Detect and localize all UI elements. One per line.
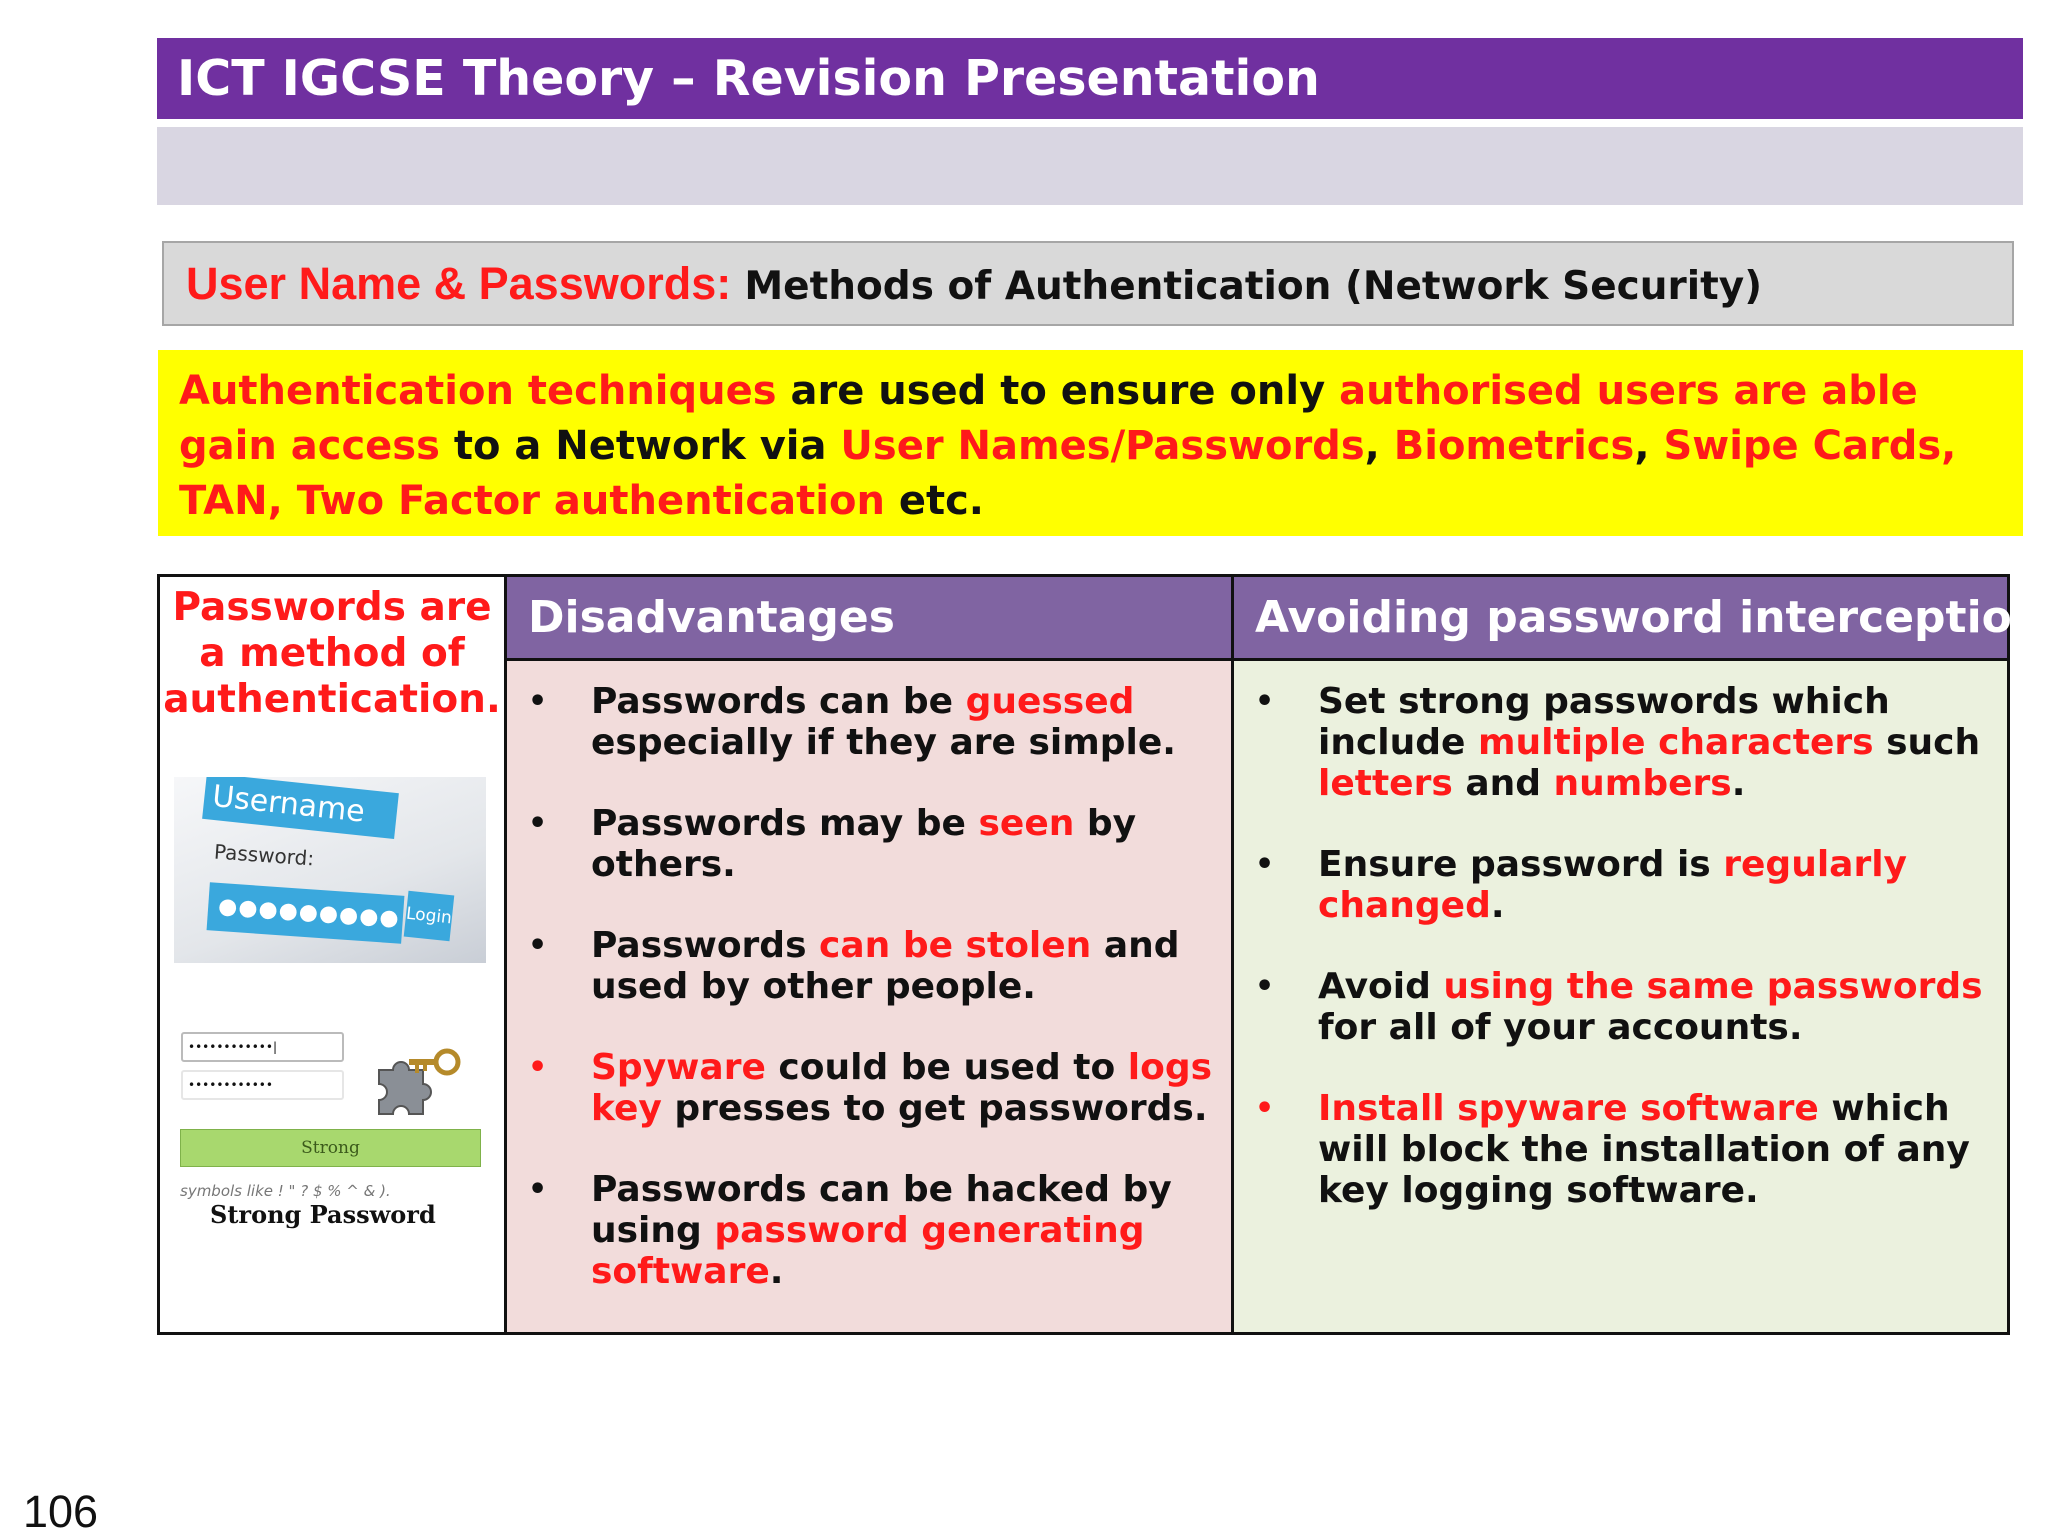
login-button-image: Login bbox=[404, 891, 455, 942]
list-item bbox=[507, 803, 1221, 885]
text-segment: . bbox=[769, 1251, 784, 1292]
password-table bbox=[157, 574, 2044, 1335]
highlighted-text: Biometrics bbox=[1393, 423, 1635, 469]
topic-box bbox=[162, 241, 2014, 326]
disadvantages-header: Disadvantages bbox=[506, 576, 1233, 660]
highlighted-text: guessed bbox=[965, 681, 1135, 722]
highlighted-text: regularly changed bbox=[1318, 844, 1908, 926]
text-segment: and used by other people. bbox=[591, 925, 1180, 1007]
text-segment: Avoid bbox=[1318, 966, 1444, 1007]
text-segment: and bbox=[1452, 763, 1554, 804]
strong-password-label: Strong Password bbox=[210, 1200, 436, 1229]
text-segment: Passwords can be hacked by using bbox=[591, 1169, 1172, 1251]
text-segment: are used to ensure only bbox=[776, 368, 1340, 414]
text-segment: which will block the installation of any key logging software. bbox=[1318, 1088, 1970, 1211]
list-item bbox=[1234, 1088, 1997, 1211]
list-item bbox=[507, 1169, 1221, 1292]
strong-password-image bbox=[174, 1032, 490, 1232]
bullet-icon: • bbox=[528, 684, 548, 719]
password-field-image: ••••••••••••| bbox=[181, 1032, 344, 1062]
bullet-icon: • bbox=[528, 1172, 548, 1207]
list-item bbox=[507, 925, 1221, 1007]
bullet-icon: • bbox=[1255, 684, 1275, 719]
text-segment: Set strong passwords which include bbox=[1318, 681, 1890, 763]
bullet-icon: • bbox=[1255, 847, 1275, 882]
avoiding-cell bbox=[1233, 660, 2009, 1334]
highlighted-text: multiple characters bbox=[1478, 722, 1874, 763]
password-label: Password: bbox=[213, 839, 315, 871]
text-segment: such bbox=[1873, 722, 1981, 763]
slide-title: ICT IGCSE Theory – Revision Presentation bbox=[157, 38, 2023, 119]
left-column bbox=[159, 576, 506, 1334]
subtitle-bar bbox=[157, 127, 2023, 205]
text-segment: Passwords may be bbox=[591, 803, 979, 844]
list-item bbox=[1234, 966, 1997, 1048]
list-item bbox=[507, 1047, 1221, 1129]
highlighted-text: letters bbox=[1318, 763, 1453, 804]
text-segment: , bbox=[1634, 423, 1664, 469]
highlighted-text: seen bbox=[978, 803, 1075, 844]
disadvantages-list bbox=[507, 661, 1231, 1292]
text-segment: Ensure password is bbox=[1318, 844, 1724, 885]
password-hint: symbols like ! " ? $ % ^ & ). bbox=[180, 1182, 391, 1200]
avoiding-list bbox=[1234, 661, 2007, 1211]
avoiding-header: Avoiding password interception bbox=[1233, 576, 2009, 660]
username-label: Username bbox=[202, 777, 399, 839]
bullet-icon: • bbox=[528, 1050, 548, 1085]
highlighted-text: can be stolen bbox=[819, 925, 1092, 966]
text-segment: etc. bbox=[884, 478, 985, 524]
list-item bbox=[1234, 681, 1997, 804]
highlighted-text: password generating software bbox=[591, 1210, 1145, 1292]
text-segment: . bbox=[1731, 763, 1746, 804]
highlighted-text: User Names/Passwords bbox=[840, 423, 1365, 469]
text-segment: especially if they are simple. bbox=[591, 722, 1176, 763]
text-segment: to a Network via bbox=[439, 423, 841, 469]
highlighted-text: authorised users are able gain access bbox=[179, 368, 1918, 469]
text-segment: Passwords bbox=[591, 925, 820, 966]
left-heading: Passwords are a method of authentication. bbox=[163, 585, 501, 722]
highlighted-text: using the same passwords bbox=[1443, 966, 1983, 1007]
bullet-icon: • bbox=[528, 928, 548, 963]
highlighted-text: Swipe Cards, TAN, Two Factor authentication bbox=[179, 423, 1957, 524]
page-number: 106 bbox=[23, 1486, 99, 1537]
puzzle-key-icon bbox=[369, 1040, 465, 1120]
list-item bbox=[1234, 844, 1997, 926]
text-segment: for all of your accounts. bbox=[1318, 1007, 1803, 1048]
login-form-image bbox=[174, 777, 486, 963]
password-mask: ●●●●●●●●● bbox=[207, 882, 405, 943]
bullet-icon: • bbox=[1255, 1091, 1275, 1126]
list-item bbox=[507, 681, 1221, 763]
strength-meter: Strong bbox=[180, 1129, 481, 1167]
topic-heading: User Name & Passwords: bbox=[186, 258, 732, 309]
text-segment: , bbox=[1364, 423, 1394, 469]
intro-text bbox=[158, 350, 2023, 536]
highlighted-text: numbers bbox=[1553, 763, 1732, 804]
text-segment: . bbox=[1490, 885, 1505, 926]
highlighted-text: Authentication techniques bbox=[179, 368, 777, 414]
highlighted-text: logs key bbox=[591, 1047, 1213, 1129]
text-segment: presses to get passwords. bbox=[661, 1088, 1208, 1129]
bullet-icon: • bbox=[528, 806, 548, 841]
highlighted-text: Spyware bbox=[591, 1047, 766, 1088]
highlighted-text: Install spyware software bbox=[1318, 1088, 1819, 1129]
text-segment: by others. bbox=[591, 803, 1137, 885]
topic-subheading: Methods of Authentication (Network Security) bbox=[744, 264, 1763, 309]
text-segment: Passwords can be bbox=[591, 681, 966, 722]
disadvantages-cell bbox=[506, 660, 1233, 1334]
bullet-icon: • bbox=[1255, 969, 1275, 1004]
confirm-field-image: •••••••••••• bbox=[181, 1070, 344, 1100]
text-segment: could be used to bbox=[765, 1047, 1128, 1088]
